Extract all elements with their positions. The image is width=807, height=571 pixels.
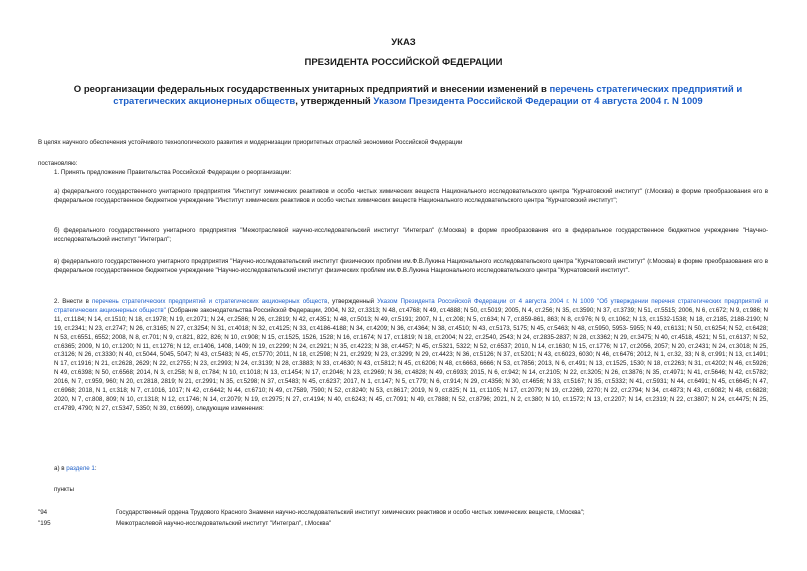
- points-label: пункты: [54, 486, 74, 493]
- item-1c-text: в) федерального государственного унитарного предприятия "Научно-исследовательский институт физических проблем им.Ф.В.Лукина Национального исследовательского центра "Курчатовский институт" (г.Москва) в форме преобразования его в федеральное государственное бюджетное учреждение "Научно-исследовательский институт физических проблем им.Ф.В.Лукина Национального исследовательского центра "Курчатовский институт".: [54, 258, 768, 274]
- entry-text: Государственный ордена Трудового Красного Знамени научно-исследовательский институт химических реактивов и особо чистых химических веществ, г.Москва";: [116, 509, 585, 516]
- item-1-intro: 1. Принять предложение Правительства Российской Федерации о реорганизации:: [54, 169, 292, 176]
- document-title: [50, 84, 766, 108]
- item-1a-text: а) федерального государственного унитарного предприятия "Институт химических реактивов и особо чистых химических веществ Национального исследовательского центра "Курчатовский институт" (г.Москва) в форме преобразования его в федеральное государственное бюджетное учреждение "Институт химических реактивов и особо чистых химических веществ Национального исследовательского центра "Курчатовский институт";: [54, 188, 768, 204]
- item-1b-text: б) федерального государственного унитарного предприятия "Межотраслевой научно-исследовательский институт "Интеграл" (г.Москва) в форме преобразования его в федеральное государственное бюджетное учреждение "Научно-исследовательский институт "Интеграл";: [54, 227, 768, 243]
- entry-text: Межотраслевой научно-исследовательский институт "Интеграл", г.Москва": [116, 520, 332, 527]
- item-a-line: [54, 465, 97, 474]
- decree-word: постановляю:: [38, 160, 78, 167]
- decree-heading: УКАЗ: [391, 37, 416, 48]
- decree-1009-link[interactable]: Указом Президента Российской Федерации от 4 августа 2004 г. N 1009: [373, 96, 703, 107]
- item-2-decree-link[interactable]: Указом Президента Российской Федерации от 4 августа 2004 г. N 1009 "Об утверждении перечня стратегических предприятий и стратегических акционерных обществ": [54, 298, 768, 314]
- item-2-text: [54, 298, 768, 414]
- entry-number: "195: [38, 520, 51, 527]
- title-prefix: О реорганизации федеральных государственных унитарных предприятий и внесении изменений в: [73, 84, 550, 95]
- title-middle: , утвержденный: [295, 96, 374, 107]
- preamble-text: В целях научного обеспечения устойчивого технологического развития и модернизации приоритетных отраслей экономики Российской Федерации: [38, 139, 463, 146]
- entry-number: "94: [38, 509, 48, 516]
- section-1-link[interactable]: разделе 1: [66, 465, 95, 472]
- item-2-prefix: 2. Внести в: [54, 298, 92, 305]
- item-a-prefix: а) в: [54, 465, 67, 472]
- issuer-heading: ПРЕЗИДЕНТА РОССИЙСКОЙ ФЕДЕРАЦИИ: [304, 57, 503, 68]
- item-2-citation: (Собрание законодательства Российской Федерации, 2004, N 32, ст.3313; N 48, ст.4768; N 49, ст.4888; N 50, ст.5019; 2005, N 4, ст.256; N 35, ст.3590; N 37, ст.3739; N 51, ст.5515; 2006, N 6, ст.672; N 9, ст.986; N 11, ст.1184; N 14, ст.1510; N 18, ст.1978; N 19, ст.2071; N 24, ст.2586; N 26, ст.2819; N 42, ст.4351; N 48, ст.5013; N 49, ст.5191; 2007, N 1, ст.208; N 5, ст.634; N 7, ст.859-861, 863; N 8, ст.976; N 9, ст.1062; N 13, ст.1532-1538; N 18, ст.2185, 2188-2190; N 19, ст.2341; N 23, ст.2747; N 26, ст.3165; N 27, ст.3254; N 31, ст.4018; N 32, ст.4125; N 33, ст.4186-4188; N 34, ст.4209; N 36, ст.4364; N 38, ст.4510; N 43, ст.5173, 5175; N 45, ст.5463; N 48, ст.5950, 5953- 5955; N 49, ст.6131; N 50, ст.6254; N 52, ст.6428; N 53, ст.6551, 6552; 2008, N 8, ст.701; N 9, ст.821, 822, 826; N 10, ст.908; N 15, ст.1525, 1526, 1528; N 16, ст.1674; N 17, ст.1819; N 18, ст.2004; N 22, ст.2540, 2543; N 24, ст.2835-2837; N 28, ст.3362; N 29, ст.3475; N 40, ст.4518, 4521; N 51, ст.6137; N 52, ст.6365; 2009, N 10, ст.1200; N 11, ст.1276; N 12, ст.1406, 1408, 1409; N 19, ст.2299; N 24, ст.2921; N 35, ст.4223; N 38, ст.4457; N 45, ст.5321, 5322; N 52, ст.6537; 2010, N 14, ст.1630; N 15, ст.1776; N 17, ст.2056, 2057; N 20, ст.2431; N 24, ст.3018; N 25, ст.3126; N 26, ст.3330; N 40, ст.5044, 5045, 5047; N 43, ст.5483; N 45, ст.5770; 2011, N 18, ст.2598; N 21, ст.2929; N 23, ст.3299; N 29, ст.4423; N 36, ст.5126; N 37, ст.5201; N 43, ст.6023, 6030; N 46, ст.6476; 2012, N 1, ст.32, 33; N 8, ст.991; N 13, ст.1491; N 17, ст.1916; N 21, ст.2628, 2629; N 22, ст.2755; N 23, ст.2993; N 24, ст.3139; N 28, ст.3883; N 33, ст.4630; N 43, ст.5812; N 45, ст.6206; N 48, ст.6663, 6666; N 53, ст.7856; 2013, N 6, ст.491; N 13, ст.1525, 1530; N 18, ст.2263; N 31, ст.4202; N 46, ст.5926; N 49, ст.6398; N 50, ст.6568; 2014, N 3, ст.258; N 8, ст.784; N 10, ст.1018; N 13, ст.1454; N 17, ст.2046; N 23, ст.2969; N 36, ст.4828; N 49, ст.6933; 2015, N 6, ст.942; N 14, ст.2105; N 22, ст.3205; N 26, ст.3876; N 35, ст.4971; N 41, ст.5646; N 42, ст.5782; 2016, N 7, ст.959, 960; N 20, ст.2818, 2819; N 21, ст.2991; N 35, ст.5298; N 37, ст.5483; N 45, ст.6237; 2017, N 1, ст.147; N 5, ст.779; N 6, ст.914; N 29, ст.4356; N 30, ст.4656; N 33, ст.5167; N 35, ст.5332; N 41, ст.5931; N 44, ст.6491; N 45, ст.6645; N 47, ст.6968; 2018, N 1, ст.318; N 7, ст.1016, 1017; N 42, ст.6442; N 44, ст.6710; N 49, ст.7589, 7590; N 52, ст.8240; N 53, ст.8617; 2019, N 9, ст.825; N 11, ст.1105; N 17, ст.2079; N 19, ст.2269, 2270; N 22, ст.2794; N 34, ст.4873; N 43, ст.6082; N 48, ст.6828; 2020, N 7, ст.808, 809; N 10, ст.1318; N 12, ст.1746; N 14, ст.2079; N 19, ст.2975; N 27, ст.4194; N 40, ст.6243; N 45, ст.7091; N 49, ст.7888; N 52, ст.8796; 2021, N 2, ст.380; N 10, ст.1572; N 13, ст.2207; N 14, ст.2319; N 22, ст.3807; N 24, ст.4475; N 25, ст.4789, 4790; N 27, ст.5347, 5350; N 39, ст.6699), следующие изменения:: [54, 306, 768, 412]
- item-2-middle: , утвержденный: [327, 298, 378, 305]
- item-2-list-link[interactable]: перечень стратегических предприятий и стратегических акционерных обществ: [92, 298, 328, 305]
- item-a-suffix: :: [94, 465, 97, 472]
- strategic-list-link[interactable]: перечень стратегических предприятий и стратегических акционерных обществ: [113, 84, 743, 107]
